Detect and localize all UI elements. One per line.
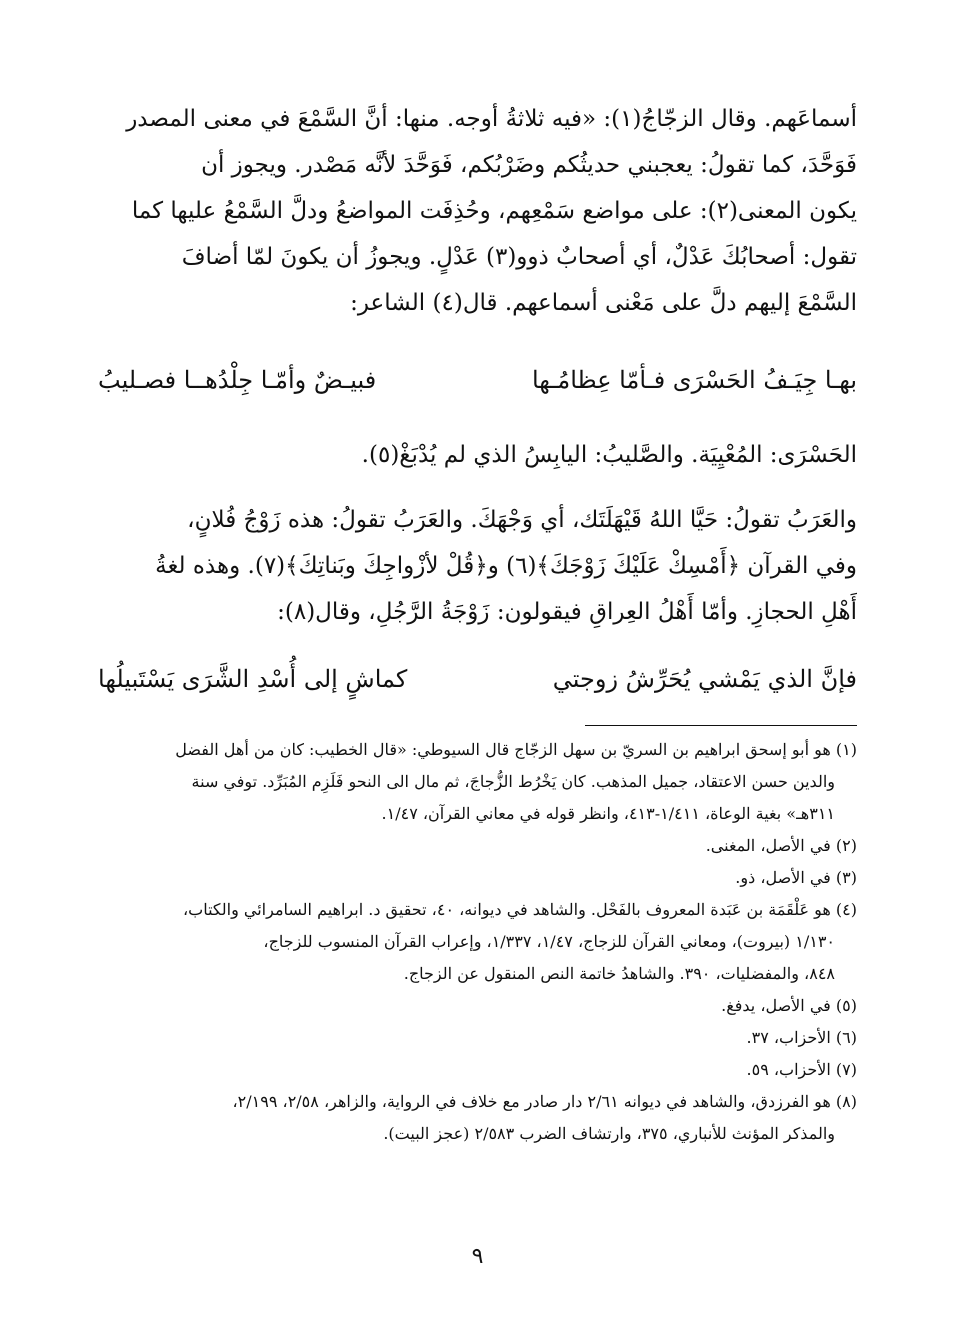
footnote-line: ٨٤٨، والمفضليات، ٣٩٠. والشاهدُ خاتمة النص المنقول عن الزجاج. bbox=[403, 964, 835, 983]
text-line: أسماعَهم. وقال الزجّاجُ(١): «فيه ثلاثةُ أوجه. منها: أنَّ السَّمْعَ في معنى المصدر bbox=[126, 106, 857, 132]
main-paragraph-1 bbox=[98, 96, 857, 326]
verse-second-hemistich: كماشٍ إلى أُسْدِ الشَّرَى يَسْتَبيلُها bbox=[98, 665, 408, 693]
footnote-line: ٣١١هـ» بغية الوعاة، ١/٤١١-٤١٣، وانظر قوله في معاني القرآن، ١/٤٧. bbox=[381, 804, 835, 823]
footnote-8 bbox=[98, 1086, 857, 1150]
footnote-5 bbox=[98, 990, 857, 1022]
footnote-line: (٢) في الأصل، المغنى. bbox=[705, 836, 857, 855]
verse-first-hemistich: فإنَّ الذي يَمْشي يُحَرِّشُ زوجتي bbox=[552, 665, 857, 693]
main-paragraph-2 bbox=[98, 432, 857, 478]
footnote-line: (٦) الأحزاب، ٣٧. bbox=[746, 1028, 857, 1047]
footnote-3 bbox=[98, 862, 857, 894]
footnote-line: والمذكر المؤنث للأنباري، ٣٧٥، وارتشاف الضرب ٢/٥٨٣ (عجز البيت). bbox=[383, 1124, 835, 1143]
footnote-divider bbox=[585, 725, 857, 726]
footnote-line: (٥) في الأصل، يدفغ. bbox=[721, 996, 857, 1015]
footnote-line: (٨) هو الفرزدق، والشاهد في ديوانه ٢/٦١ دار صادر مع خلاف في الرواية، والزاهر، ٢/٥٨، ٢/١٩٩، bbox=[232, 1092, 857, 1111]
footnote-1 bbox=[98, 734, 857, 830]
text-line: الحَسْرَى: المُعْيِيَة. والصَّليبُ: اليابِسُ الذي لم يُدْبَغْ(٥). bbox=[361, 442, 857, 468]
footnote-line: ١/١٣٠ (بيروت)، ومعاني القرآن للزجاج، ١/٤٧، ١/٣٣٧، وإعراب القرآن المنسوب للزجاج، bbox=[263, 932, 835, 951]
footnote-2 bbox=[98, 830, 857, 862]
footnote-line: (٣) في الأصل، ذو. bbox=[735, 868, 857, 887]
footnote-6 bbox=[98, 1022, 857, 1054]
text-line: والعَرَبُ تقولُ: حَيَّا اللهُ قَيْهَلَتَك، أي وَجْهَكَ. والعَرَبُ تقولُ: هذه زَوْجُ فُلانٍ، bbox=[187, 507, 857, 533]
poetry-verse-1 bbox=[98, 357, 857, 403]
text-line: فَوَحَّدَ، كما تقولُ: يعجبني حديثُكم وضَرْبُكم، فَوَحَّدَ لأنَّه مَصْدر. ويجوز أن bbox=[201, 152, 857, 178]
footnote-7 bbox=[98, 1054, 857, 1086]
verse-second-hemistich: فبيـضٌ وأمّـا جِلْدُهــا فصـليبُ bbox=[98, 366, 377, 394]
text-line: أَهْلِ الحجازِ. وأمّا أَهْلُ العِراقِ فيقولون: زَوْجَةُ الرَّجُلِ، وقال(٨): bbox=[277, 599, 857, 625]
text-line: يكون المعنى(٢): على مواضع سَمْعِهم، وحُذِفَت المواضعُ ودلَّ السَّمْعُ عليها كما bbox=[131, 198, 857, 224]
footnote-line: (٧) الأحزاب، ٥٩. bbox=[746, 1060, 857, 1079]
verse-first-hemistich: بهـا جِيَـفُ الحَسْرَى فـأمّا عِظامُـها bbox=[531, 366, 857, 394]
text-line: السَّمْعَ إليهم دلَّ على مَعْنى أسماعهم. قال(٤) الشاعر: bbox=[350, 290, 857, 316]
footnote-line: (١) هو أبو إسحق ابراهيم بن السريّ بن سهل الزجّاج قال السيوطي: «قال الخطيب: كان من أهل الفضل bbox=[175, 740, 857, 759]
poetry-verse-2 bbox=[98, 656, 857, 702]
footnote-line: والدين حسن الاعتقاد، جميل المذهب. كان يَخْرُط الزُّجاجَ، ثم مال الى النحو فَلَزِم المُبَرِّد. توفي سنة bbox=[191, 772, 835, 791]
text-line: تقول: أصحابُكَ عَدْلٌ، أي أصحابٌ ذوو(٣) عَدْلٍ. ويجوزُ أن يكونَ لمّا أضافَ bbox=[181, 244, 857, 270]
footnotes bbox=[98, 734, 857, 1150]
main-paragraph-3 bbox=[98, 497, 857, 635]
page-number: ٩ bbox=[471, 1244, 484, 1269]
footnote-4 bbox=[98, 894, 857, 990]
text-line: وفي القرآن ﴿أَمْسِكْ عَلَيْكَ زَوْجَكَ﴾(٦) و﴿قُلْ لأزْواجِكَ وبَناتِكَ﴾(٧). وهذه لغةُ bbox=[155, 553, 857, 579]
footnote-line: (٤) هو عَلْقَمَة بن عَبَدة المعروف بالفَحْل. والشاهد في ديوانه، ٤٠، تحقيق د. ابراهيم السامرائي والكتاب، bbox=[182, 900, 857, 919]
